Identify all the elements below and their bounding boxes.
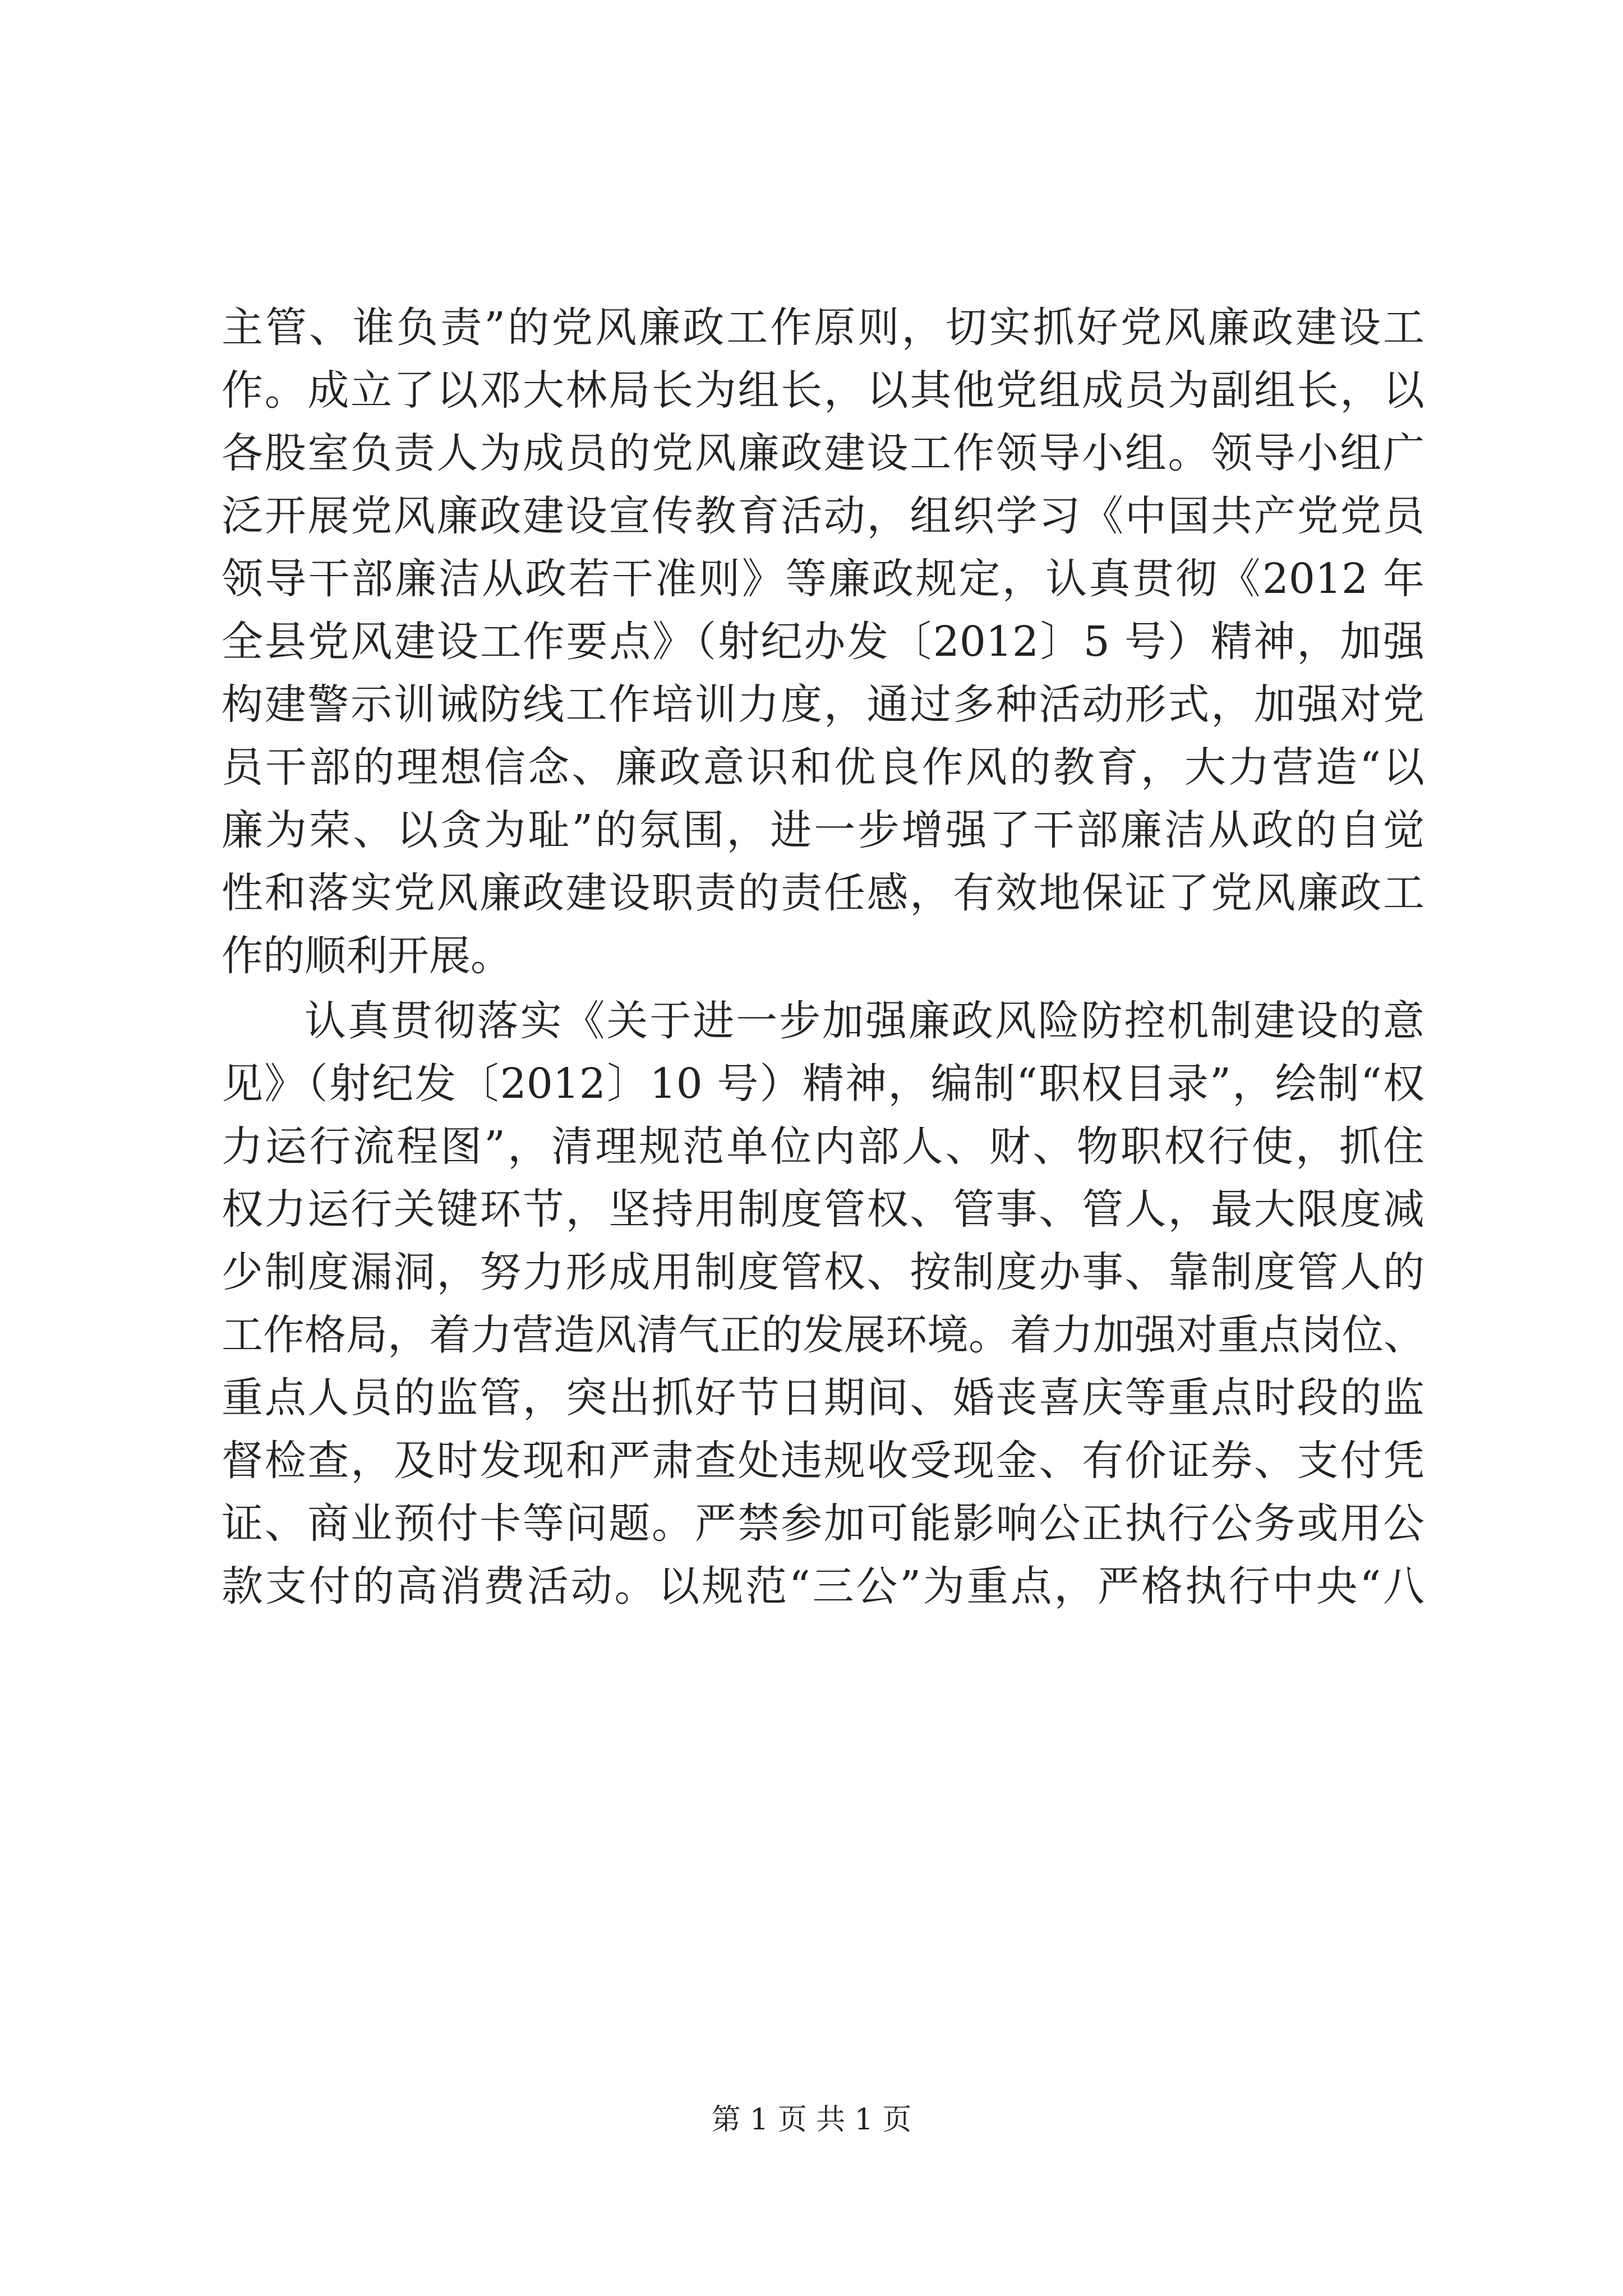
text-line: 作的顺利开展。 [222, 932, 512, 980]
text-line: 工作格局，着力营造风清气正的发展环境。着力加强对重点岗位、 [222, 1311, 1425, 1359]
text-line: 督检查，及时发现和严肃查处违规收受现金、有价证券、支付凭 [222, 1437, 1424, 1485]
text-line: 廉为荣、以贪为耻”的氛围，进一步增强了干部廉洁从政的自觉 [222, 806, 1424, 854]
text-line: 领导干部廉洁从政若干准则》等廉政规定，认真贯彻《2012 年 [222, 555, 1424, 603]
text-line: 各股室负责人为成员的党风廉政建设工作领导小组。领导小组广 [222, 429, 1424, 477]
text-line: 证、商业预付卡等问题。严禁参加可能影响公正执行公务或用公 [222, 1499, 1424, 1548]
document-body [222, 296, 1424, 1618]
text-line: 力运行流程图”，清理规范单位内部人、财、物职权行使，抓住 [222, 1122, 1424, 1171]
text-line: 少制度漏洞，努力形成用制度管权、按制度办事、靠制度管人的 [222, 1248, 1424, 1296]
text-line: 款支付的高消费活动。以规范“三公”为重点，严格执行中央“八 [222, 1562, 1424, 1611]
text-line: 构建警示训诫防线工作培训力度，通过多种活动形式，加强对党 [222, 680, 1424, 729]
page-number-footer: 第 1 页 共 1 页 [711, 2103, 912, 2137]
text-line: 全县党风建设工作要点》（射纪办发〔2012〕5 号）精神，加强 [222, 618, 1424, 666]
text-line: 作。成立了以邓大林局长为组长，以其他党组成员为副组长，以 [222, 366, 1424, 415]
text-line: 主管、谁负责”的党风廉政工作原则，切实抓好党风廉政建设工 [222, 303, 1424, 352]
paragraph-2 [222, 990, 1424, 1618]
text-line: 性和落实党风廉政建设职责的责任感，有效地保证了党风廉政工 [222, 869, 1424, 917]
paragraph-1 [222, 296, 1424, 987]
text-line: 泛开展党风廉政建设宣传教育活动，组织学习《中国共产党党员 [222, 492, 1424, 540]
text-line: 员干部的理想信念、廉政意识和优良作风的教育，大力营造“以 [222, 743, 1424, 792]
text-line: 认真贯彻落实《关于进一步加强廉政风险防控机制建设的意 [305, 997, 1424, 1045]
text-line: 见》（射纪发〔2012〕10 号）精神，编制“职权目录”，绘制“权 [222, 1060, 1424, 1108]
text-line: 权力运行关键环节，坚持用制度管权、管事、管人，最大限度减 [222, 1185, 1424, 1234]
text-line: 重点人员的监管，突出抓好节日期间、婚丧喜庆等重点时段的监 [222, 1374, 1424, 1422]
